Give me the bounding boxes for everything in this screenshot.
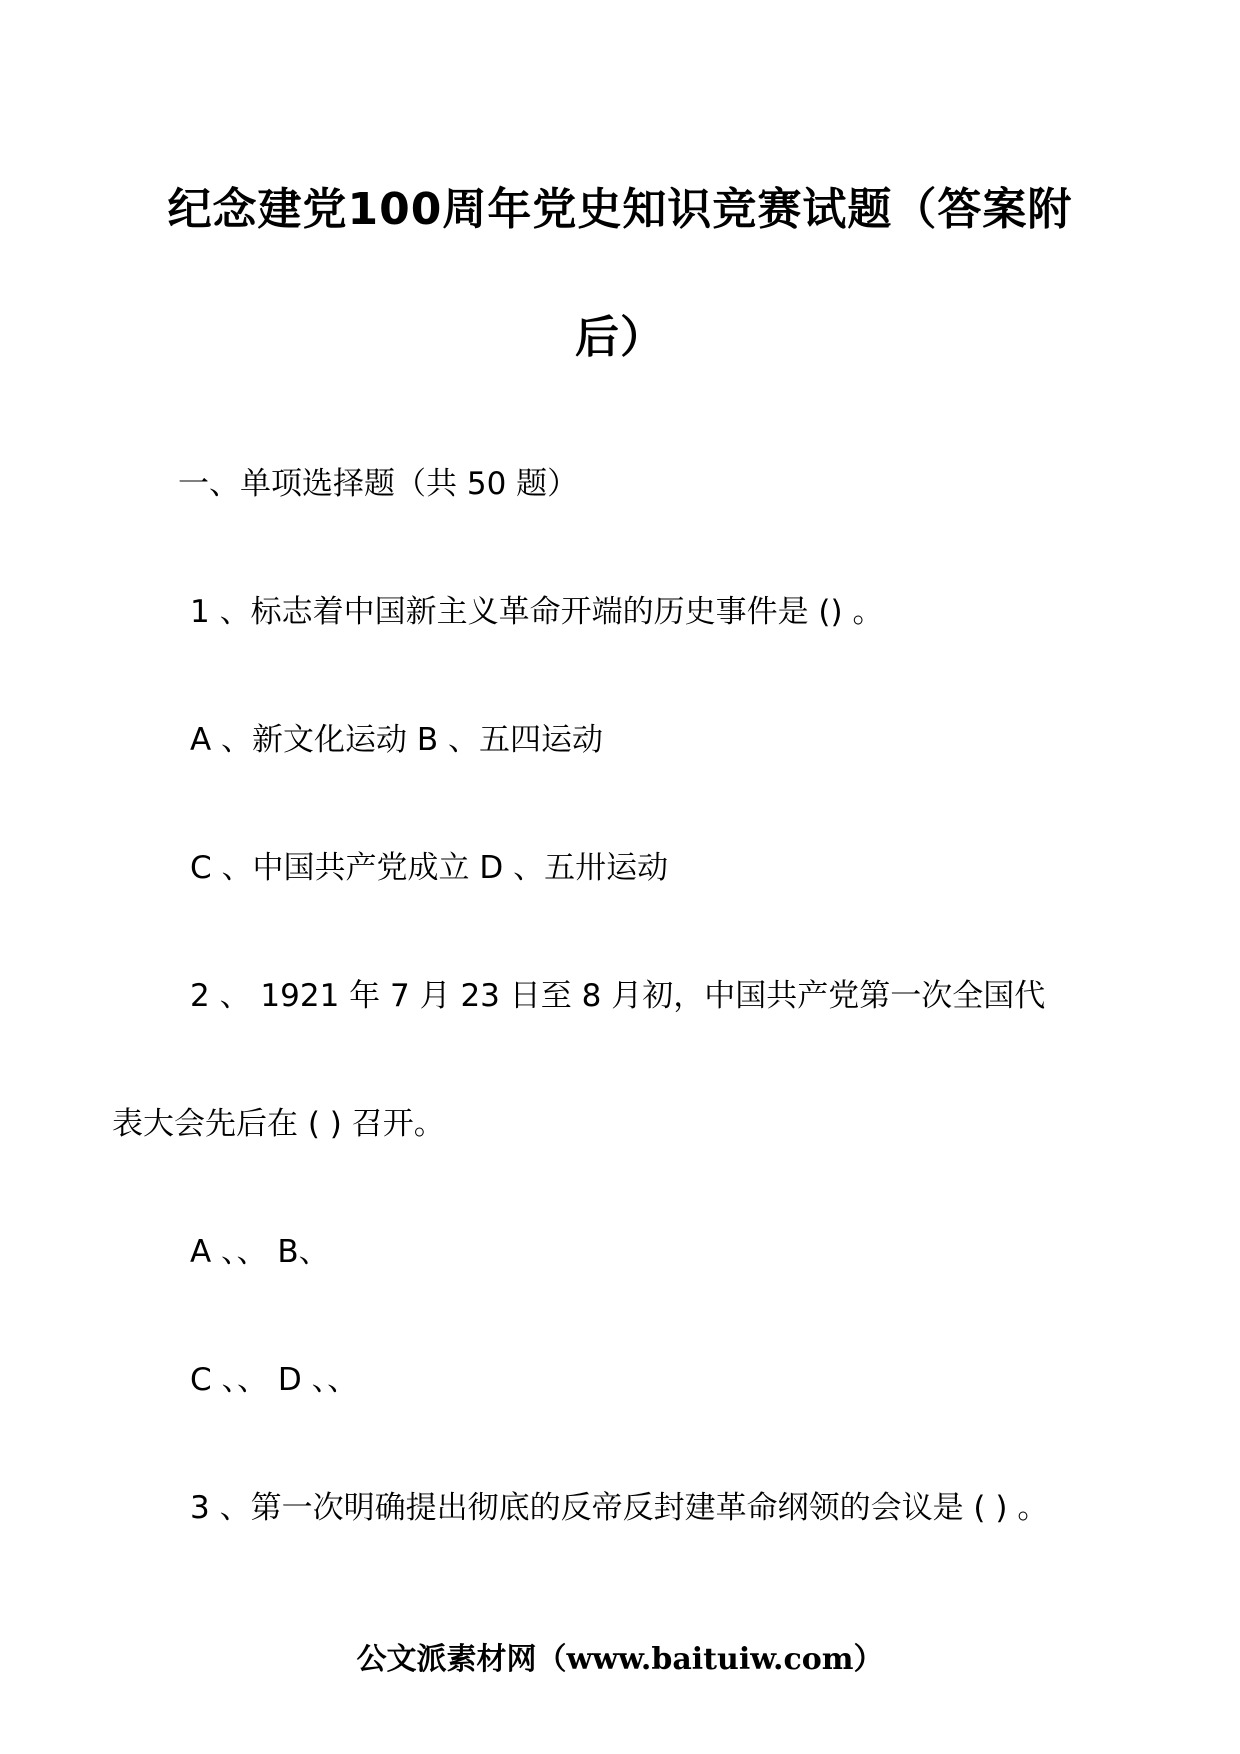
question-3-text: 3 、第一次明确提出彻底的反帝反封建革命纲领的会议是 ( ) 。	[190, 1490, 1049, 1526]
footer-watermark: 公文派素材网（www.baituiw.com）	[356, 1642, 884, 1677]
document-title-line-1: 纪念建党100周年党史知识竞赛试题（答案附	[167, 184, 1073, 235]
question-1-text: 1 、标志着中国新主义革命开端的历史事件是 () 。	[190, 594, 884, 630]
question-2-text-line-1: 2 、 1921 年 7 月 23 日至 8 月初，中国共产党第一次全国代	[190, 978, 1046, 1014]
document-title-line-2: 后）	[575, 312, 665, 363]
question-2-options-ab: A 、、 B、	[190, 1234, 330, 1270]
question-1-options-ab: A 、新文化运动 B 、五四运动	[190, 722, 604, 758]
question-1-options-cd: C 、中国共产党成立 D 、五卅运动	[190, 850, 669, 886]
question-2-text-line-2: 表大会先后在 ( ) 召开。	[112, 1106, 445, 1142]
section-heading: 一、单项选择题（共 50 题）	[178, 466, 579, 502]
question-2-options-cd: C 、、 D 、、	[190, 1362, 359, 1398]
